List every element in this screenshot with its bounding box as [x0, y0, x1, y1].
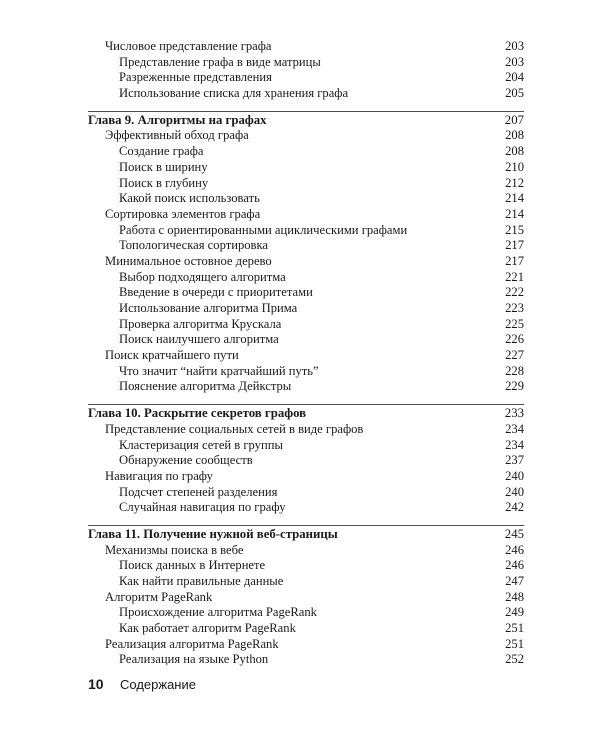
page-number: 10: [88, 676, 104, 692]
toc-entry[interactable]: [88, 590, 524, 606]
toc-page-number: 229: [505, 379, 524, 394]
toc-entry[interactable]: [88, 86, 524, 102]
toc-entry[interactable]: [88, 422, 524, 438]
toc-entry-title: Реализация алгоритма PageRank: [105, 636, 279, 651]
toc-entry[interactable]: [88, 238, 524, 254]
toc-page-number: 252: [505, 652, 524, 667]
toc-entry-title: Глава 9. Алгоритмы на графах: [88, 112, 267, 127]
toc-entry-title: Как работает алгоритм PageRank: [119, 621, 296, 636]
toc-entry-title: Обнаружение сообществ: [119, 453, 253, 468]
toc-page-number: 227: [505, 348, 524, 363]
toc-page-number: 225: [505, 316, 524, 331]
toc-page-number: 246: [505, 558, 524, 573]
toc-page-number: 234: [505, 437, 524, 452]
toc-page-number: 207: [504, 112, 524, 127]
toc-entry-title: Представление графа в виде матрицы: [119, 54, 321, 69]
toc-page-number: 226: [505, 332, 524, 347]
toc-entry[interactable]: [88, 485, 524, 501]
toc-entry[interactable]: [88, 364, 524, 380]
toc-page-number: 223: [505, 301, 524, 315]
toc-chapter-entry[interactable]: [88, 527, 524, 543]
toc-page-number: 221: [505, 269, 524, 284]
toc-page-number: 203: [505, 39, 524, 53]
toc-entry-title: Разреженные представления: [119, 70, 272, 85]
toc-entry[interactable]: [88, 176, 524, 192]
toc-page-number: 208: [505, 144, 524, 159]
toc-entry-title: Работа с ориентированными ациклическими графами: [119, 222, 408, 237]
toc-entry-title: Алгоритм PageRank: [105, 589, 213, 604]
chapter-section: [88, 404, 524, 516]
toc-entry-title: Случайная навигация по графу: [119, 500, 286, 515]
toc-entry-title: Создание графа: [119, 144, 204, 159]
toc-entry-title: Поиск кратчайшего пути: [105, 348, 239, 363]
toc-entry-title: Пояснение алгоритма Дейкстры: [119, 379, 292, 394]
toc-page-number: 212: [505, 175, 524, 190]
toc-entry-title: Поиск в ширину: [119, 159, 208, 174]
continued-section: [88, 39, 524, 102]
toc-entry[interactable]: [88, 160, 524, 176]
toc-page-number: 228: [505, 363, 524, 378]
toc-entry[interactable]: [88, 438, 524, 454]
toc-entry-title: Выбор подходящего алгоритма: [119, 269, 286, 284]
toc-entry[interactable]: [88, 637, 524, 653]
toc-page-number: 242: [505, 500, 524, 515]
chapter-section: [88, 525, 524, 668]
toc-page-number: 247: [505, 574, 524, 588]
toc-entry-title: Какой поиск использовать: [119, 191, 260, 206]
toc-page-number: 214: [505, 191, 524, 206]
toc-entry[interactable]: [88, 70, 524, 86]
toc-entry[interactable]: [88, 652, 524, 668]
toc-page-number: 208: [505, 128, 524, 143]
toc-page-number: 233: [504, 406, 524, 421]
toc-entry-title: Что значит “найти кратчайший путь”: [119, 363, 319, 378]
toc-page-number: 234: [505, 421, 524, 436]
toc-entry[interactable]: [88, 207, 524, 223]
toc-entry[interactable]: [88, 301, 524, 317]
toc-entry-title: Механизмы поиска в вебе: [105, 542, 244, 557]
toc-entry-title: Как найти правильные данные: [119, 574, 284, 588]
toc-page-number: 203: [505, 54, 524, 69]
toc-entry-title: Поиск наилучшего алгоритма: [119, 332, 279, 347]
toc-entry-title: Поиск данных в Интернете: [119, 558, 266, 573]
toc-entry[interactable]: [88, 621, 524, 637]
toc-page-number: 204: [505, 70, 524, 85]
toc-entry-title: Использование списка для хранения графа: [119, 86, 349, 101]
table-of-contents: [88, 39, 524, 668]
toc-chapter-entry[interactable]: [88, 113, 524, 129]
toc-page-number: 205: [505, 86, 524, 101]
toc-entry[interactable]: [88, 317, 524, 333]
toc-entry[interactable]: [88, 543, 524, 559]
toc-entry-title: Глава 11. Получение нужной веб-страницы: [88, 526, 338, 541]
toc-page-number: 246: [505, 542, 524, 557]
toc-entry[interactable]: [88, 285, 524, 301]
toc-page-number: 248: [505, 589, 524, 604]
toc-entry[interactable]: [88, 469, 524, 485]
toc-entry[interactable]: [88, 558, 524, 574]
toc-entry-title: Происхождение алгоритма PageRank: [119, 605, 317, 620]
toc-page-number: 249: [505, 605, 524, 620]
toc-entry-title: Топологическая сортировка: [119, 238, 269, 253]
toc-entry-title: Эффективный обход графа: [105, 128, 249, 143]
toc-entry-title: Реализация на языке Python: [119, 652, 269, 667]
toc-entry[interactable]: [88, 379, 524, 395]
toc-page-number: 215: [505, 222, 524, 237]
toc-entry[interactable]: [88, 605, 524, 621]
toc-entry[interactable]: [88, 191, 524, 207]
toc-entry[interactable]: [88, 128, 524, 144]
toc-entry[interactable]: [88, 332, 524, 348]
toc-entry-title: Использование алгоритма Прима: [119, 301, 298, 315]
toc-entry[interactable]: [88, 453, 524, 469]
toc-entry-title: Подсчет степеней разделения: [119, 484, 278, 499]
running-title: Содержание: [120, 677, 196, 692]
toc-entry-title: Глава 10. Раскрытие секретов графов: [88, 406, 307, 421]
toc-entry-title: Введение в очереди с приоритетами: [119, 285, 313, 300]
toc-entry[interactable]: [88, 574, 524, 590]
toc-entry-title: Навигация по графу: [105, 468, 213, 483]
toc-entry[interactable]: [88, 39, 524, 55]
toc-entry[interactable]: [88, 500, 524, 516]
toc-entry[interactable]: [88, 270, 524, 286]
toc-entry-title: Минимальное остовное дерево: [105, 253, 272, 268]
toc-page-number: 217: [505, 253, 524, 268]
toc-entry[interactable]: [88, 144, 524, 160]
toc-entry-title: Сортировка элементов графа: [105, 206, 261, 221]
toc-page-number: 245: [504, 526, 524, 541]
toc-entry[interactable]: [88, 223, 524, 239]
toc-page-number: 217: [505, 238, 524, 253]
toc-page-number: 240: [505, 468, 524, 483]
toc-entry[interactable]: [88, 55, 524, 71]
toc-page-number: 240: [505, 484, 524, 499]
toc-page-number: 251: [505, 636, 524, 651]
toc-entry-title: Проверка алгоритма Крускала: [119, 316, 282, 331]
toc-entry[interactable]: [88, 348, 524, 364]
toc-entry-title: Представление социальных сетей в виде графов: [105, 421, 364, 436]
toc-page-number: 214: [505, 206, 524, 221]
toc-entry-title: Числовое представление графа: [105, 39, 272, 53]
chapter-section: [88, 111, 524, 395]
toc-entry[interactable]: [88, 254, 524, 270]
toc-entry-title: Поиск в глубину: [119, 175, 209, 190]
toc-page-number: 251: [505, 621, 524, 636]
toc-page-number: 222: [505, 285, 524, 300]
toc-entry-title: Кластеризация сетей в группы: [119, 437, 283, 452]
toc-page-number: 237: [505, 453, 524, 468]
toc-page-number: 210: [505, 159, 524, 174]
toc-chapter-entry[interactable]: [88, 406, 524, 422]
page-footer: [88, 676, 196, 692]
